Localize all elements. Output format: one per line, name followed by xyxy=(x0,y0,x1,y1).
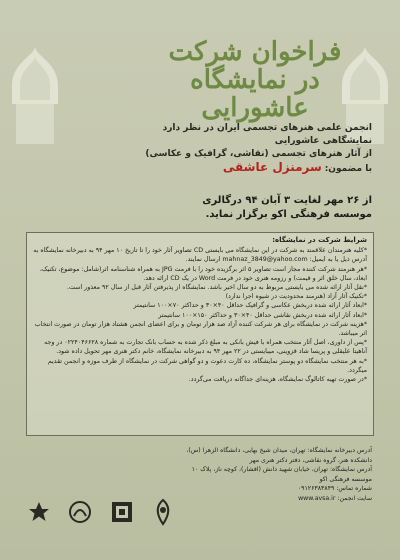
rule-item: *ابعاد آثار ارائه شده دربخش نقاشی حداقل ۴۰×۳۰ و حداکثر ۱۵۰×۱۰۰ سانتیمتر xyxy=(158,311,367,319)
poster-title xyxy=(150,38,360,122)
rule-item: *هزینه شرکت در نمایشگاه برای هر شرکت کننده آزاد صد هزار تومان و برای اعضای انجمن هشتاد هزار تومان در صورت انتخاب اثر میباشد. xyxy=(34,320,367,338)
footer-line: موسسه فرهنگی اکو xyxy=(319,475,372,483)
rule-item: *در صورت تهیه کاتالوگ نمایشگاه، هزینه‌ای جداگانه دریافت می‌گردد. xyxy=(188,376,367,384)
rule-item: *به هر منتخب نمایشگاه دو پوستر نمایشگاه، ده کارت دعوت و دو گواهی شرکت در نمایشگاه از طرف موزه و انجمن تقدیم میگردد. xyxy=(47,357,367,374)
sponsor-logos xyxy=(26,490,176,534)
title-line-2: در نمایشگاه xyxy=(190,65,320,95)
theme-line xyxy=(72,161,372,176)
footer-line: سایت انجمن: www.avsa.ir xyxy=(298,494,372,502)
footer-line: دانشکده هنر، گروه نقاشی، دفتر دکتر هنری مهر xyxy=(249,456,372,464)
rule-item: *کلیه هنرمندان علاقمند به شرکت در این نمایشگاه می بایستی CD تصاویر آثار خود را تا تاریخ ۱۰ مهر ۹۴ به دبیرخانه نمایشگاه به آدرس ذیل یا به ایمیل: mahnaz_3849@yahoo.com ارسال نمایند. xyxy=(33,247,367,264)
title-line-1: فراخوان شرکت xyxy=(168,37,342,67)
date-venue xyxy=(72,194,372,222)
rule-item: *نقل آثار ارائه شده می بایستی مربوط به دو سال اخیر باشد. نمایشگاه از پذیرفتن آثار قبل از سال ۹۲ معذور است. xyxy=(66,284,367,292)
title-line-3: عاشورایی xyxy=(201,93,309,123)
intro-line-1: انجمن علمی هنرهای تجسمی ایران در نظر دارد xyxy=(162,123,372,133)
footer-line: آدرس دبیرخانه نمایشگاه: تهران، میدان شیخ بهایی، دانشگاه الزهرا (س)، xyxy=(186,447,372,454)
theme-title: سرمنزل عاشقی xyxy=(222,160,322,174)
logo-4-icon xyxy=(150,495,176,529)
date-line-2: موسسه فرهنگی اکو برگزار نماید. xyxy=(205,209,372,220)
intro-line-3: از آثار هنرهای تجسمی (نقاشی، گرافیک و عکاسی) xyxy=(145,149,372,159)
date-line-1: از ۲۶ مهر لغایت ۳ آبان ۹۴ درگالری xyxy=(202,195,372,206)
rules-box xyxy=(26,232,374,436)
rule-item: *ابعاد آثار ارائه شده دربخش عکاسی و گرافیک حداقل ۴۰×۳۰ و حداکثر ۷۰×۱۰۰ سانتیمتر xyxy=(133,302,367,310)
footer-line: آدرس نمایشگاه: تهران، خیابان شهید دانش (افشار)، کوچه ناز، پلاک ۱۰ xyxy=(191,466,372,473)
logo-3-icon xyxy=(109,495,135,529)
logo-1-icon xyxy=(26,495,52,529)
intro-line-2: نمایشگاهی عاشورایی xyxy=(274,136,372,146)
intro-text xyxy=(72,122,372,176)
rule-item: *تکنیک آثار آزاد (هنرمند محدودیت در شیوه اجرا ندارد) xyxy=(225,293,367,301)
theme-prefix: با مضمون: xyxy=(324,164,372,174)
logo-2-icon xyxy=(67,495,93,529)
rule-item: *پس از داوری، اصل آثار منتخب همراه با فیش بانکی به مبلغ ذکر شده به حساب بانک تجارت به شماره ۰۲۲۴۰۴۶۶۲۸ در وجه آناهیتا علیقلی و پریسا شاد قزوینی، میبایستی در ۲۲ مهر ۹۴ به دبیرخانه نمایشگاه، خانم دکتر هنری مهر تحویل داده شود. xyxy=(44,339,367,356)
rules-heading: شرایط شرکت در نمایشگاه: xyxy=(272,236,367,244)
footer-line: شماره تماس: ۰۹۱۲۶۳۸۳۸۴۹ xyxy=(297,485,372,492)
dome-ornament-left-icon xyxy=(6,42,64,152)
rule-item: *هر هنرمند شرکت کننده مجاز است تصاویر ۵ اثر برگزیده خود را با فرمت JPG به همراه شناسنامه اثر(شامل: موضوع، تکنیک، ابعاد، سال خلق اثر و قیمت) و رزومه هنری خود در فرمت Word در یک CD ارائه دهد. xyxy=(39,265,367,282)
